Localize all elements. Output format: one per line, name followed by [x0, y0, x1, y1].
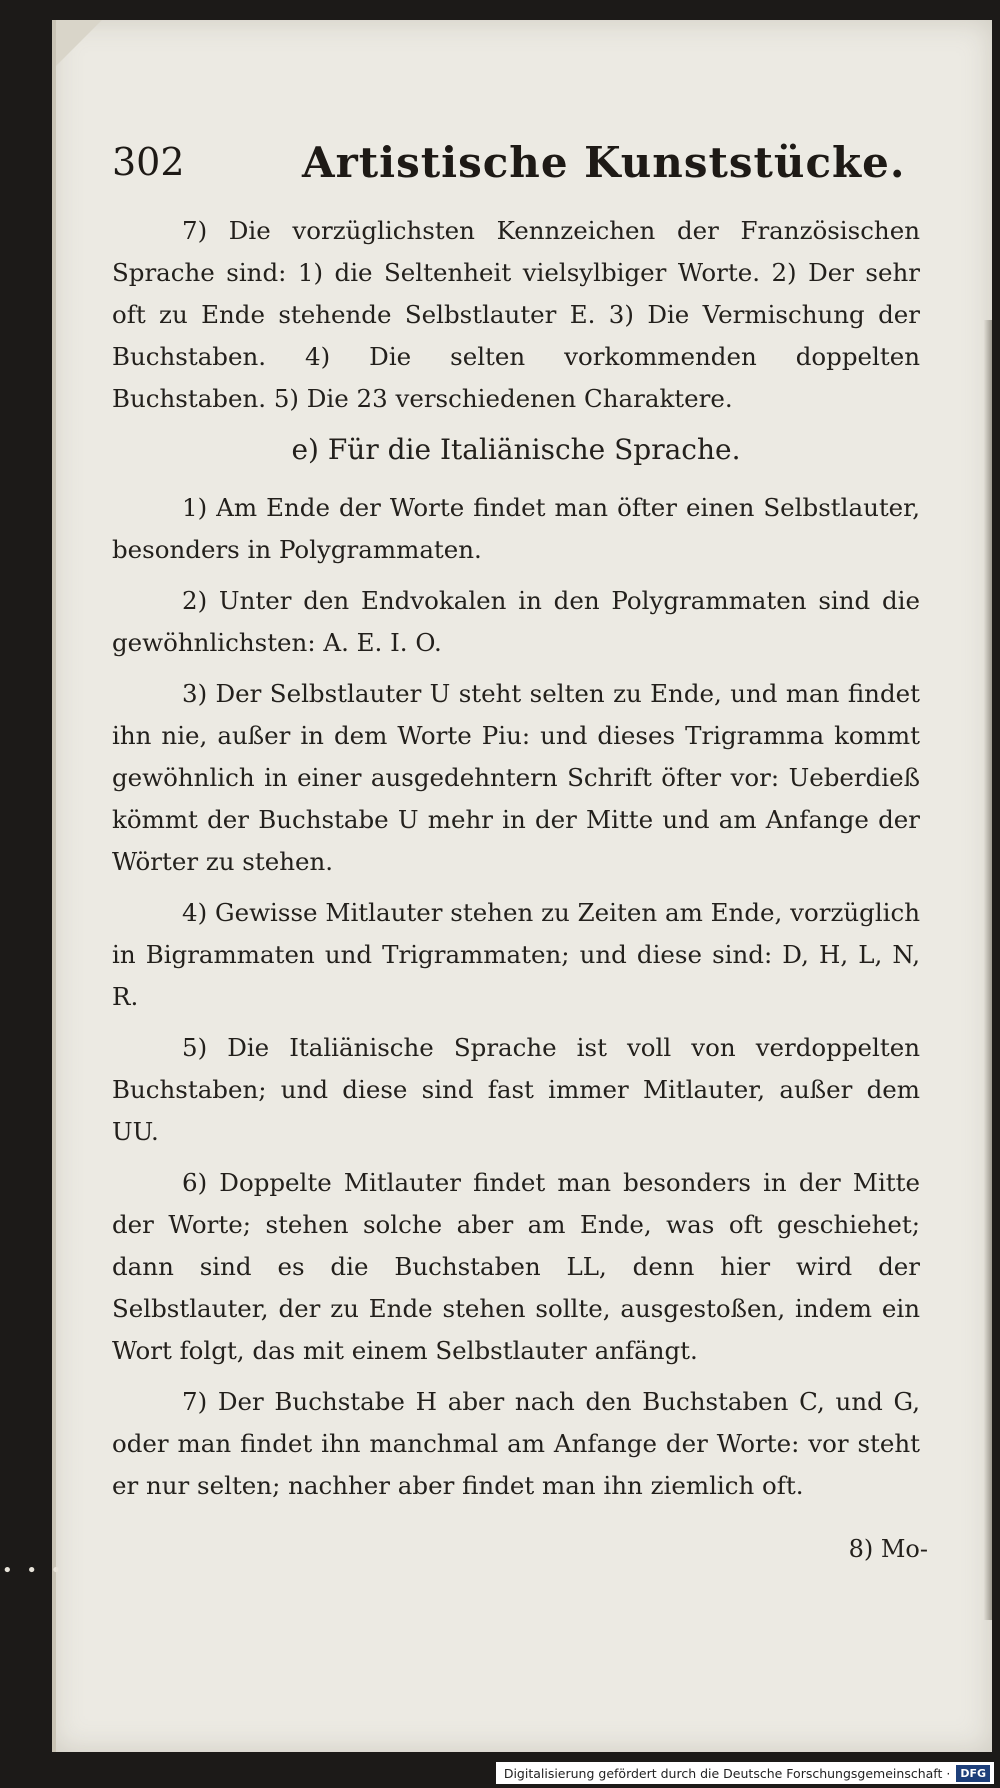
paragraph-4: 4) Gewisse Mitlauter stehen zu Zeiten am Ende, vorzüglich in Bigrammaten und Trigrammaten; und diese sind: D, H, L, N, R. — [112, 898, 920, 1011]
paragraph-6: 6) Doppelte Mitlauter findet man besonders in der Mitte der Worte; stehen solche aber am Ende, was oft geschiehet; dann sind es die Buchstaben LL, denn hier wird der Selbstlauter, der zu Ende stehen sollte, ausgestoßen, indem ein Wort folgt, das mit einem Selbstlauter anfängt. — [112, 1168, 920, 1365]
dfg-logo-icon: DFG — [956, 1765, 990, 1782]
paragraph-french-features: 7) Die vorzüglichsten Kennzeichen der Französischen Sprache sind: 1) die Seltenheit vielsylbiger Worte. 2) Der sehr oft zu Ende stehende Selbstlauter E. 3) Die Vermischung der Buchstaben. 4) Die selten vorkommenden doppelten Buchstaben. 5) Die 23 verschiedenen Charaktere. — [112, 216, 920, 413]
paragraph-3: 3) Der Selbstlauter U steht selten zu Ende, und man findet ihn nie, außer in dem Worte Piu: und dieses Trigramma kommt gewöhnlich in einer ausgedehntern Schrift öfter vor: Ueberdieß kömmt der Buchstabe U mehr in der Mitte und am Anfange der Wörter zu stehen. — [112, 679, 920, 876]
paragraph-2: 2) Unter den Endvokalen in den Polygrammaten sind die gewöhnlichsten: A. E. I. O. — [112, 586, 920, 657]
catchword: 8) Mo- — [848, 1535, 928, 1563]
body-text — [112, 210, 920, 1516]
digitization-footer — [496, 1762, 994, 1784]
page-left-edge — [52, 20, 56, 1752]
footer-text: Digitalisierung gefördert durch die Deutsche Forschungsgemeinschaft · — [503, 1765, 951, 1781]
page-number: 302 — [112, 140, 185, 184]
running-title: Artistische Kunststücke. — [302, 138, 906, 187]
section-heading-italian: e) Für die Italiänische Sprache. — [291, 433, 741, 466]
page-right-edge — [984, 320, 992, 1620]
paragraph-7: 7) Der Buchstabe H aber nach den Buchstaben C, und G, oder man findet ihn manchmal am Anfange der Worte: vor steht er nur selten; nachher aber findet man ihn ziemlich oft. — [112, 1387, 920, 1500]
margin-dots: • • • — [2, 1560, 66, 1581]
page-corner-fold — [52, 20, 102, 70]
page-header — [112, 140, 912, 200]
paragraph-5: 5) Die Italiänische Sprache ist voll von verdoppelten Buchstaben; und diese sind fast immer Mitlauter, außer dem UU. — [112, 1033, 920, 1146]
paragraph-1: 1) Am Ende der Worte findet man öfter einen Selbstlauter, besonders in Polygrammaten. — [112, 493, 920, 564]
